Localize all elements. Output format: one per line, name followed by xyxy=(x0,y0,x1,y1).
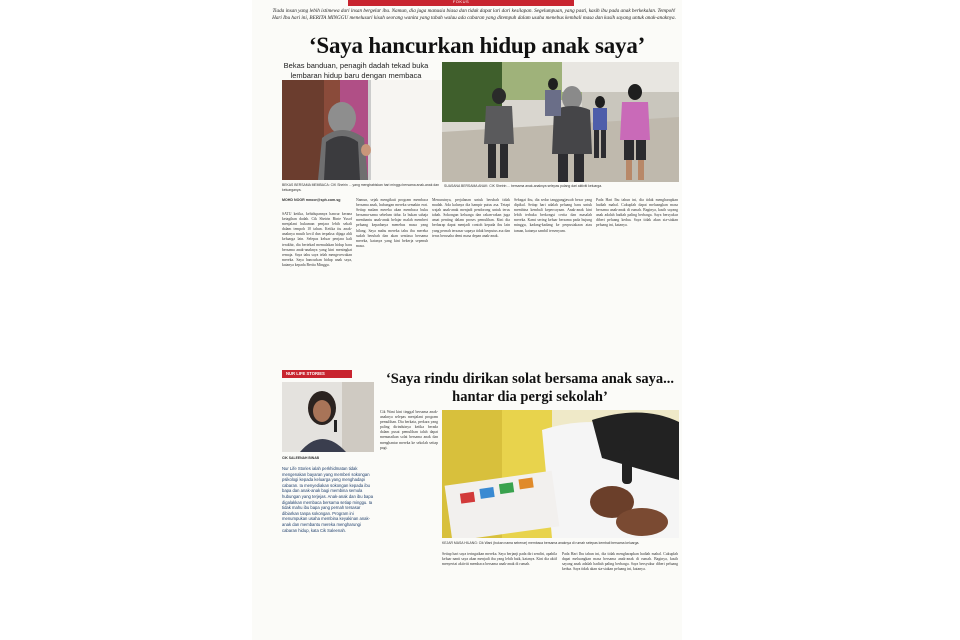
sidebar-label-text: NUR LIFE STORIES xyxy=(286,371,325,376)
article-column-7: Setiap hari saya teringatkan mereka. Saya berjanji pada diri sendiri, apabila keluar nanti saya akan menjadi ibu yang lebih baik, katanya. Kini dia aktif menyertai aktiviti membaca bersama anak-anak di rumah. xyxy=(442,552,557,567)
article-column-3: Menurutnya, perjalanan untuk berubah tidak mudah. Ada kalanya dia hampir putus asa. Tetapi wajah anak-anak menjadi pendorong untuk terus tabah. Sokongan keluarga dan rakan-rakan juga amat penting dalam proses pemulihan. Kini dia berharap dapat menjadi contoh kepada ibu lain yang pernah tersasar supaya tidak berputus asa dan terus berusaha demi masa depan anak-anak. xyxy=(432,198,510,238)
second-headline: ‘Saya rindu dirikan solat bersama anak saya... hantar dia pergi sekolah’ xyxy=(385,371,675,405)
photo-caption-1: BEKAS BERSAMA MEMBACA: CIK Sheirin ... yang menghabiskan hari minggu bersama anak-anak dan keluarganya. xyxy=(282,183,439,192)
photo-caption-2: SUASANA BERSAMA ANAK: CIK Sheirin ... bersama anak-anaknya selepas pulang dari aktiviti keluarga. xyxy=(444,184,603,188)
section-kicker: FOKUS xyxy=(452,0,470,4)
deck-subheadline: Bekas banduan, penagih dadah tekad buka lembaran hidup baru dengan membaca xyxy=(283,61,429,80)
intro-paragraph: Tiada insan yang lebih istimewa dari insan bergelar ibu. Namun, dia juga manusia biasa dan tidak dapat lari dari kesilapan. Segelumpuan, yang pasti, kasih ibu pada anak berkekalan. Tempoh! Hari Ibu hari ini, BERITA MINGGU menelusuri kisah seorang wanita yang tabah walau ada cabaran yang ditempuh dalam usaha menebus kembali masa dan kasih sayang untuk anak-anaknya. xyxy=(272,8,676,21)
article-column-8: Pada Hari Ibu tahun ini, dia tidak mengharapkan hadiah mahal. Cukuplah dapat meluangkan masa bersama anak-anak di rumah. Baginya, kasih sayang anak adalah hadiah paling berharga. Saya bersyukur diberi peluang kedua. Saya tidak akan sia-siakan peluang ini, katanya. xyxy=(562,552,678,572)
article-column-1: SATU ketika, kehidupannya hancur kerana ketagihan dadah. Cik Sheirin Binte Yusof menjalani hukuman penjara lebih sekali dalam tempoh 10 tahun. Ketika itu anak-anaknya masih kecil dan terpaksa dijaga ahli keluarga lain. Selepas keluar penjara kali terakhir, dia bertekad memulakan hidup baru bersama anak-anaknya yang kini meningkat remaja. Saya tahu saya telah mengecewakan mereka. Saya hancurkan hidup anak saya, katanya kepada Berita Minggu. xyxy=(282,212,352,267)
sidebar-body: Nur Life Stories ialah perkhidmatan tidak mengenakan bayaran yang memberi sokongan psikologi kepada keluarga yang menghadapi cabaran. Ia menyediakan sokongan kepada ibu bapa dan anak-anak bagi membina semula hubungan yang terjejas. Anak-anak dan ibu bapa digalakkan membaca bersama setiap minggu. Ia tidak mahu ibu bapa yang pernah tersasar dibiarkan tanpa sokongan. Program ini menumpukan usaha membina keyakinan anak-anak dan membantu mereka mengharungi cabaran hidup, kata Cik Saleenah. xyxy=(282,466,374,533)
photo-portrait xyxy=(282,382,374,452)
photo-family-walking xyxy=(442,62,679,182)
photo-caption-3: CIK SALEENAH BINAB xyxy=(282,456,320,460)
main-headline: ‘Saya hancurkan hidup anak saya’ xyxy=(308,33,646,58)
sidebar-label xyxy=(282,370,352,378)
photo-caption-4: KEJAR MASA HILANG: Cik Wani (bukan nama sebenar) membaca bersama anaknya di rumah selepas kembali bersama keluarga. xyxy=(442,541,640,545)
photo-mother-doorway xyxy=(282,80,447,180)
article-column-2: Namun, sejak mengikuti program membaca bersama anak, hubungan mereka semakin erat. Setiap malam mereka akan membaca buku bersama-sama sebelum tidur. Ia bukan sahaja membantu anak-anak belajar malah memberi peluang kepadanya menebus masa yang hilang. Saya mahu mereka tahu ibu mereka sudah berubah dan akan sentiasa bersama mereka, katanya yang kini bekerja sepenuh masa. xyxy=(356,198,428,248)
newspaper-page xyxy=(252,0,682,640)
article-column-4: Sebagai ibu, dia sedar tanggungjawab besar yang dipikul. Setiap hari adalah peluang baru untuk membina kembali kepercayaan. Anak-anak kini lebih terbuka berkongsi cerita dan masalah mereka. Kami sering keluar bersama pada hujung minggu, kadang-kadang ke perpustakaan atau taman, katanya sambil tersenyum. xyxy=(514,198,592,233)
byline: MOHD NOOR mnoor@sph.com.sg xyxy=(282,198,341,202)
article-column-5: Pada Hari Ibu tahun ini, dia tidak mengharapkan hadiah mahal. Cukuplah dapat meluangkan masa bersama anak-anak di rumah. Baginya, kasih sayang anak adalah hadiah paling berharga. Saya bersyukur diberi peluang kedua. Saya tidak akan sia-siakan peluang ini, katanya. xyxy=(596,198,678,228)
article-column-6: Cik Wani kini tinggal bersama anak-anaknya selepas menjalani program pemulihan. Dia berkata, perkara yang paling dirinduinya ketika berada dalam pusat pemulihan ialah dapat menunaikan solat bersama anak dan menghantar mereka ke sekolah setiap pagi. xyxy=(380,410,438,450)
photo-reading-together xyxy=(442,410,679,538)
